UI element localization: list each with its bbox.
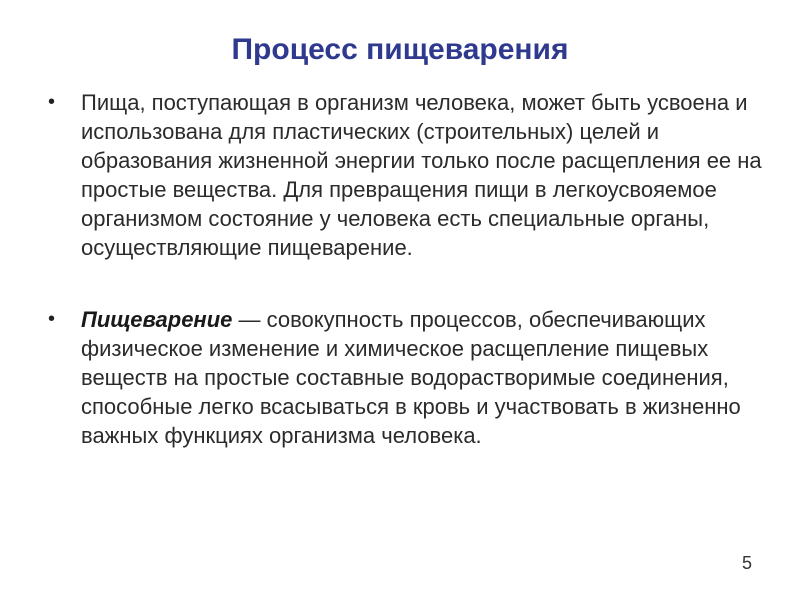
bullet-item-digestion-definition <box>48 305 763 450</box>
page-number: 5 <box>741 553 752 573</box>
slide-title: Процесс пищеварения <box>231 33 569 66</box>
bullet-list <box>48 88 763 450</box>
term-digestion: Пищеварение <box>81 307 233 332</box>
bullet-item-food-processing <box>48 88 763 262</box>
bullet-text: — совокупность процессов, обеспечивающих физическое изменение и химическое расщепление пищевых веществ на простые составные водорастворимые соединения, способные легко всасываться в кровь и участвовать в жизненно важных функциях организма человека. <box>81 307 741 448</box>
bullet-text: Пища, поступающая в организм человека, может быть усвоена и использована для пластических (строительных) целей и образования жизненной энергии только после расщепления ее на простые вещества. Для превращения пищи в легкоусвояемое организмом состояние у человека есть специальные органы, осуществляющие пищеварение. <box>81 90 762 260</box>
bullet-marker: • <box>48 308 56 330</box>
bullet-marker: • <box>48 91 56 113</box>
